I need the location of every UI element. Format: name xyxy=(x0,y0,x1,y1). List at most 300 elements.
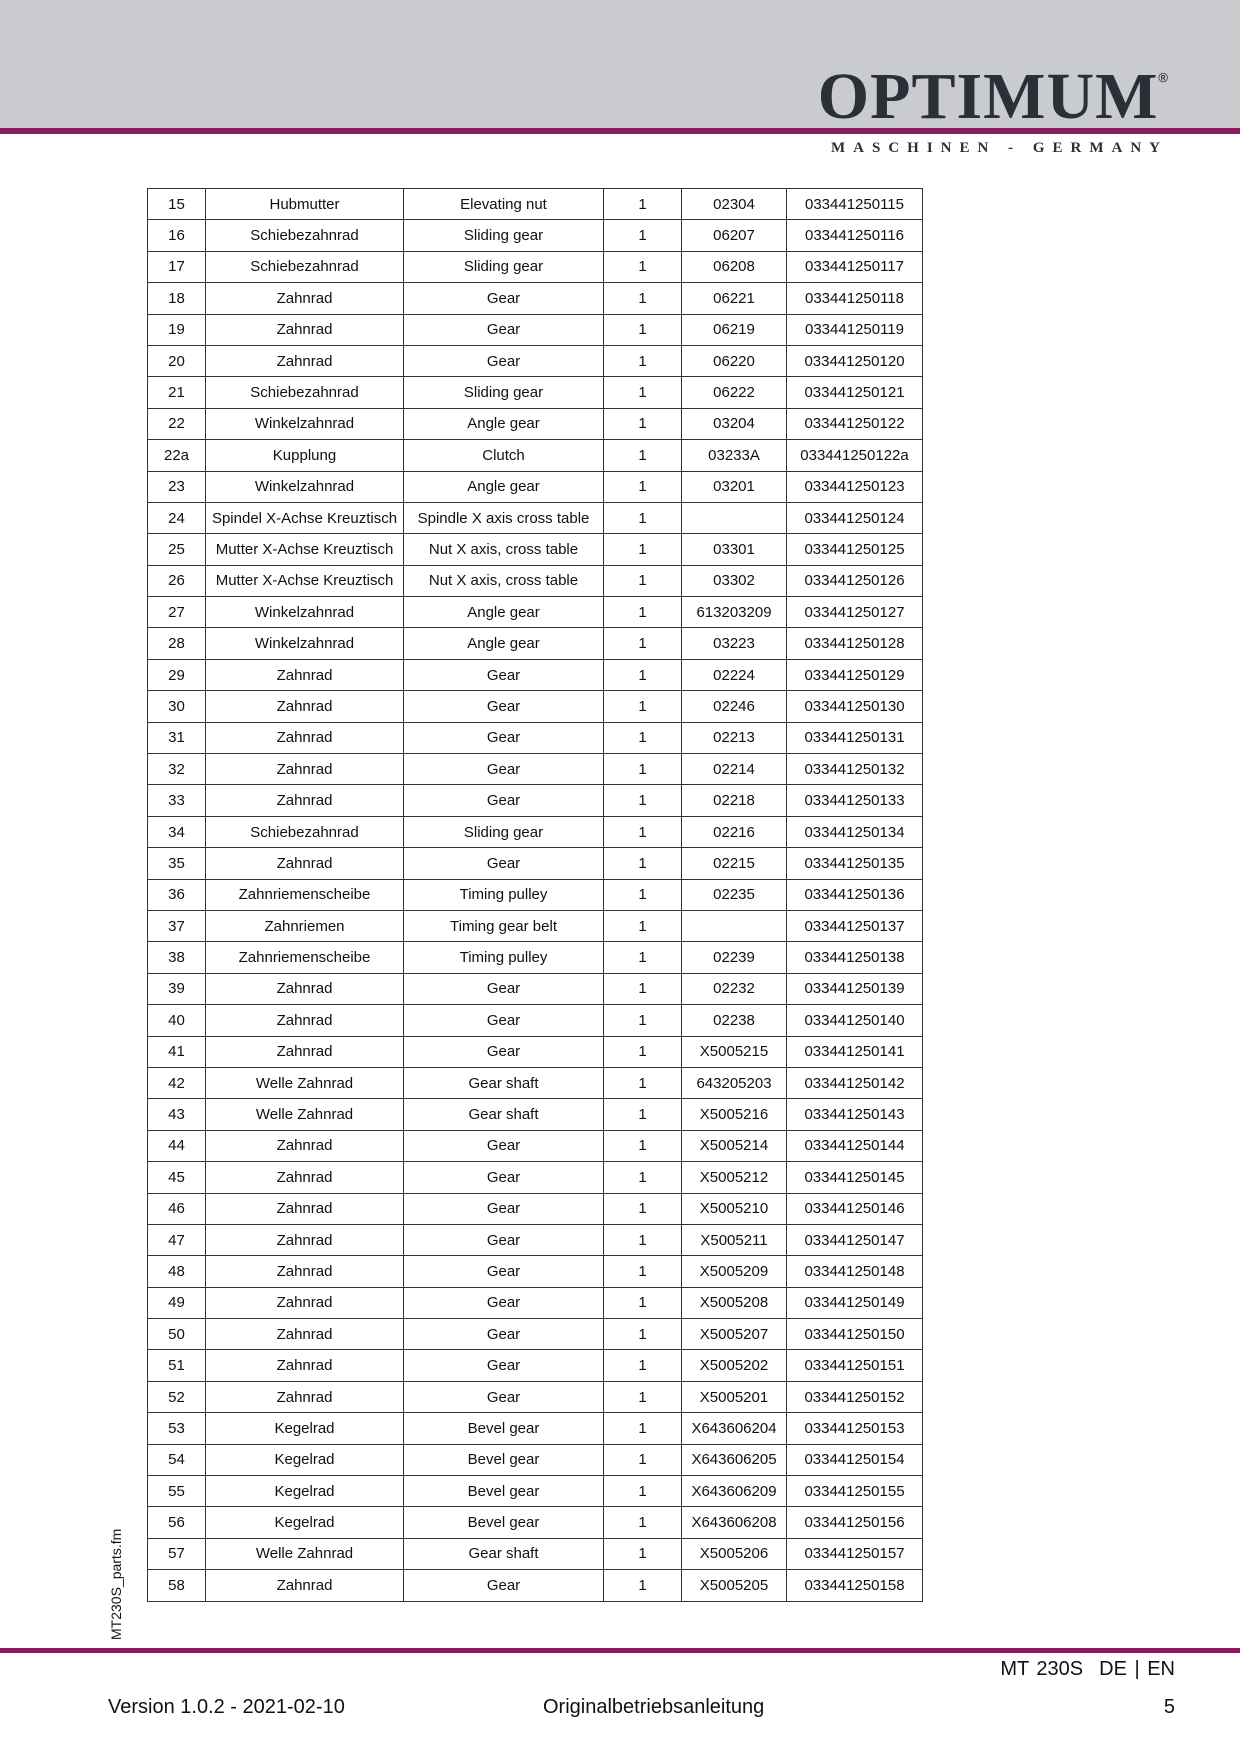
size-cell: X5005216 xyxy=(682,1099,787,1130)
article-number-cell: 033441250147 xyxy=(787,1224,923,1255)
table-row xyxy=(148,314,923,345)
english-name-cell: Gear xyxy=(404,848,604,879)
german-name-cell: Zahnrad xyxy=(206,1319,404,1350)
quantity-cell: 1 xyxy=(604,1036,682,1067)
article-number-cell: 033441250149 xyxy=(787,1287,923,1318)
quantity-cell: 1 xyxy=(604,1256,682,1287)
english-name-cell: Gear xyxy=(404,1381,604,1412)
german-name-cell: Zahnrad xyxy=(206,1193,404,1224)
table-row xyxy=(148,189,923,220)
quantity-cell: 1 xyxy=(604,1130,682,1161)
table-row xyxy=(148,1570,923,1601)
quantity-cell: 1 xyxy=(604,1319,682,1350)
quantity-cell: 1 xyxy=(604,597,682,628)
table-row xyxy=(148,722,923,753)
document-title: Originalbetriebsanleitung xyxy=(543,1696,765,1718)
english-name-cell: Gear xyxy=(404,659,604,690)
english-name-cell: Clutch xyxy=(404,440,604,471)
german-name-cell: Zahnrad xyxy=(206,691,404,722)
size-cell: 06208 xyxy=(682,251,787,282)
english-name-cell: Gear xyxy=(404,722,604,753)
position-cell: 45 xyxy=(148,1162,206,1193)
english-name-cell: Gear shaft xyxy=(404,1067,604,1098)
optimum-logo xyxy=(817,60,1168,133)
quantity-cell: 1 xyxy=(604,910,682,941)
german-name-cell: Zahnrad xyxy=(206,283,404,314)
english-name-cell: Nut X axis, cross table xyxy=(404,565,604,596)
size-cell: X5005206 xyxy=(682,1538,787,1569)
quantity-cell: 1 xyxy=(604,1507,682,1538)
english-name-cell: Bevel gear xyxy=(404,1444,604,1475)
position-cell: 29 xyxy=(148,659,206,690)
german-name-cell: Zahnrad xyxy=(206,785,404,816)
english-name-cell: Gear xyxy=(404,1130,604,1161)
file-name-label: MT230S_parts.fm xyxy=(108,1528,124,1640)
size-cell: X5005211 xyxy=(682,1224,787,1255)
position-cell: 34 xyxy=(148,816,206,847)
quantity-cell: 1 xyxy=(604,1570,682,1601)
article-number-cell: 033441250135 xyxy=(787,848,923,879)
quantity-cell: 1 xyxy=(604,942,682,973)
size-cell: X5005214 xyxy=(682,1130,787,1161)
position-cell: 22a xyxy=(148,440,206,471)
table-row xyxy=(148,848,923,879)
english-name-cell: Gear xyxy=(404,1224,604,1255)
table-row xyxy=(148,377,923,408)
size-cell: 02232 xyxy=(682,973,787,1004)
article-number-cell: 033441250134 xyxy=(787,816,923,847)
english-name-cell: Timing pulley xyxy=(404,879,604,910)
german-name-cell: Winkelzahnrad xyxy=(206,628,404,659)
article-number-cell: 033441250148 xyxy=(787,1256,923,1287)
size-cell: 02218 xyxy=(682,785,787,816)
article-number-cell: 033441250122a xyxy=(787,440,923,471)
english-name-cell: Gear xyxy=(404,973,604,1004)
english-name-cell: Angle gear xyxy=(404,597,604,628)
position-cell: 51 xyxy=(148,1350,206,1381)
size-cell: X5005205 xyxy=(682,1570,787,1601)
table-row xyxy=(148,1381,923,1412)
german-name-cell: Zahnrad xyxy=(206,1162,404,1193)
parts-table-body xyxy=(148,189,923,1602)
model-name: MT 230S xyxy=(1000,1658,1084,1680)
size-cell: X643606204 xyxy=(682,1413,787,1444)
article-number-cell: 033441250140 xyxy=(787,1005,923,1036)
table-row xyxy=(148,1130,923,1161)
german-name-cell: Schiebezahnrad xyxy=(206,377,404,408)
position-cell: 30 xyxy=(148,691,206,722)
german-name-cell: Welle Zahnrad xyxy=(206,1538,404,1569)
article-number-cell: 033441250138 xyxy=(787,942,923,973)
size-cell: X643606205 xyxy=(682,1444,787,1475)
table-row xyxy=(148,1319,923,1350)
size-cell: 02214 xyxy=(682,754,787,785)
article-number-cell: 033441250116 xyxy=(787,220,923,251)
position-cell: 24 xyxy=(148,502,206,533)
quantity-cell: 1 xyxy=(604,722,682,753)
position-cell: 16 xyxy=(148,220,206,251)
english-name-cell: Gear xyxy=(404,283,604,314)
german-name-cell: Mutter X-Achse Kreuztisch xyxy=(206,534,404,565)
article-number-cell: 033441250145 xyxy=(787,1162,923,1193)
size-cell: X5005212 xyxy=(682,1162,787,1193)
quantity-cell: 1 xyxy=(604,1067,682,1098)
german-name-cell: Schiebezahnrad xyxy=(206,220,404,251)
size-cell: X643606208 xyxy=(682,1507,787,1538)
logo-wordmark: OPTIMUM xyxy=(817,60,1159,133)
position-cell: 42 xyxy=(148,1067,206,1098)
english-name-cell: Gear xyxy=(404,1350,604,1381)
position-cell: 47 xyxy=(148,1224,206,1255)
german-name-cell: Kegelrad xyxy=(206,1444,404,1475)
german-name-cell: Zahnriemenscheibe xyxy=(206,942,404,973)
position-cell: 17 xyxy=(148,251,206,282)
english-name-cell: Gear xyxy=(404,691,604,722)
position-cell: 21 xyxy=(148,377,206,408)
article-number-cell: 033441250126 xyxy=(787,565,923,596)
article-number-cell: 033441250143 xyxy=(787,1099,923,1130)
table-row xyxy=(148,534,923,565)
table-row xyxy=(148,1224,923,1255)
table-row xyxy=(148,1538,923,1569)
table-row xyxy=(148,879,923,910)
quantity-cell: 1 xyxy=(604,1413,682,1444)
english-name-cell: Gear xyxy=(404,1287,604,1318)
position-cell: 19 xyxy=(148,314,206,345)
table-row xyxy=(148,565,923,596)
german-name-cell: Zahnrad xyxy=(206,1130,404,1161)
article-number-cell: 033441250144 xyxy=(787,1130,923,1161)
english-name-cell: Gear xyxy=(404,1005,604,1036)
german-name-cell: Zahnrad xyxy=(206,1005,404,1036)
english-name-cell: Nut X axis, cross table xyxy=(404,534,604,565)
article-number-cell: 033441250128 xyxy=(787,628,923,659)
quantity-cell: 1 xyxy=(604,1381,682,1412)
english-name-cell: Timing gear belt xyxy=(404,910,604,941)
size-cell: 02235 xyxy=(682,879,787,910)
quantity-cell: 1 xyxy=(604,471,682,502)
quantity-cell: 1 xyxy=(604,1162,682,1193)
english-name-cell: Gear xyxy=(404,1036,604,1067)
english-name-cell: Elevating nut xyxy=(404,189,604,220)
german-name-cell: Zahnrad xyxy=(206,1350,404,1381)
article-number-cell: 033441250123 xyxy=(787,471,923,502)
article-number-cell: 033441250139 xyxy=(787,973,923,1004)
position-cell: 33 xyxy=(148,785,206,816)
position-cell: 23 xyxy=(148,471,206,502)
size-cell: 643205203 xyxy=(682,1067,787,1098)
table-row xyxy=(148,1256,923,1287)
german-name-cell: Welle Zahnrad xyxy=(206,1099,404,1130)
size-cell: 02246 xyxy=(682,691,787,722)
size-cell: 03201 xyxy=(682,471,787,502)
article-number-cell: 033441250137 xyxy=(787,910,923,941)
position-cell: 40 xyxy=(148,1005,206,1036)
size-cell: 03223 xyxy=(682,628,787,659)
german-name-cell: Zahnriemenscheibe xyxy=(206,879,404,910)
size-cell: 613203209 xyxy=(682,597,787,628)
article-number-cell: 033441250127 xyxy=(787,597,923,628)
position-cell: 39 xyxy=(148,973,206,1004)
quantity-cell: 1 xyxy=(604,345,682,376)
table-row xyxy=(148,942,923,973)
table-row xyxy=(148,597,923,628)
position-cell: 43 xyxy=(148,1099,206,1130)
quantity-cell: 1 xyxy=(604,314,682,345)
german-name-cell: Zahnrad xyxy=(206,1570,404,1601)
footer-rule xyxy=(0,1648,1240,1653)
quantity-cell: 1 xyxy=(604,251,682,282)
table-row xyxy=(148,1444,923,1475)
german-name-cell: Mutter X-Achse Kreuztisch xyxy=(206,565,404,596)
german-name-cell: Spindel X-Achse Kreuztisch xyxy=(206,502,404,533)
size-cell xyxy=(682,910,787,941)
size-cell: 02213 xyxy=(682,722,787,753)
quantity-cell: 1 xyxy=(604,848,682,879)
table-row xyxy=(148,816,923,847)
position-cell: 26 xyxy=(148,565,206,596)
size-cell: X5005208 xyxy=(682,1287,787,1318)
position-cell: 38 xyxy=(148,942,206,973)
table-row xyxy=(148,283,923,314)
german-name-cell: Kupplung xyxy=(206,440,404,471)
position-cell: 27 xyxy=(148,597,206,628)
english-name-cell: Angle gear xyxy=(404,408,604,439)
table-row xyxy=(148,251,923,282)
position-cell: 55 xyxy=(148,1476,206,1507)
german-name-cell: Zahnrad xyxy=(206,973,404,1004)
article-number-cell: 033441250152 xyxy=(787,1381,923,1412)
position-cell: 37 xyxy=(148,910,206,941)
german-name-cell: Zahnriemen xyxy=(206,910,404,941)
german-name-cell: Zahnrad xyxy=(206,754,404,785)
position-cell: 15 xyxy=(148,189,206,220)
quantity-cell: 1 xyxy=(604,189,682,220)
german-name-cell: Schiebezahnrad xyxy=(206,251,404,282)
english-name-cell: Gear shaft xyxy=(404,1099,604,1130)
english-name-cell: Gear xyxy=(404,754,604,785)
table-row xyxy=(148,440,923,471)
table-row xyxy=(148,345,923,376)
quantity-cell: 1 xyxy=(604,408,682,439)
table-row xyxy=(148,1067,923,1098)
size-cell: X5005210 xyxy=(682,1193,787,1224)
position-cell: 57 xyxy=(148,1538,206,1569)
table-row xyxy=(148,1162,923,1193)
article-number-cell: 033441250151 xyxy=(787,1350,923,1381)
english-name-cell: Spindle X axis cross table xyxy=(404,502,604,533)
german-name-cell: Zahnrad xyxy=(206,1287,404,1318)
position-cell: 44 xyxy=(148,1130,206,1161)
size-cell: 03233A xyxy=(682,440,787,471)
article-number-cell: 033441250124 xyxy=(787,502,923,533)
size-cell: 02238 xyxy=(682,1005,787,1036)
page-number: 5 xyxy=(1163,1696,1175,1718)
quantity-cell: 1 xyxy=(604,628,682,659)
table-row xyxy=(148,1099,923,1130)
english-name-cell: Gear xyxy=(404,785,604,816)
size-cell: 02239 xyxy=(682,942,787,973)
table-row xyxy=(148,691,923,722)
parts-table xyxy=(147,188,923,1602)
table-row xyxy=(148,1036,923,1067)
position-cell: 25 xyxy=(148,534,206,565)
table-row xyxy=(148,910,923,941)
german-name-cell: Welle Zahnrad xyxy=(206,1067,404,1098)
quantity-cell: 1 xyxy=(604,283,682,314)
english-name-cell: Gear xyxy=(404,345,604,376)
size-cell: 02216 xyxy=(682,816,787,847)
quantity-cell: 1 xyxy=(604,691,682,722)
article-number-cell: 033441250136 xyxy=(787,879,923,910)
article-number-cell: 033441250115 xyxy=(787,189,923,220)
position-cell: 58 xyxy=(148,1570,206,1601)
size-cell: 03301 xyxy=(682,534,787,565)
quantity-cell: 1 xyxy=(604,1476,682,1507)
article-number-cell: 033441250142 xyxy=(787,1067,923,1098)
english-name-cell: Sliding gear xyxy=(404,377,604,408)
position-cell: 50 xyxy=(148,1319,206,1350)
position-cell: 53 xyxy=(148,1413,206,1444)
position-cell: 32 xyxy=(148,754,206,785)
english-name-cell: Sliding gear xyxy=(404,220,604,251)
size-cell: 06219 xyxy=(682,314,787,345)
article-number-cell: 033441250158 xyxy=(787,1570,923,1601)
english-name-cell: Gear xyxy=(404,1319,604,1350)
quantity-cell: 1 xyxy=(604,816,682,847)
quantity-cell: 1 xyxy=(604,565,682,596)
article-number-cell: 033441250146 xyxy=(787,1193,923,1224)
german-name-cell: Kegelrad xyxy=(206,1476,404,1507)
german-name-cell: Zahnrad xyxy=(206,1256,404,1287)
article-number-cell: 033441250121 xyxy=(787,377,923,408)
position-cell: 46 xyxy=(148,1193,206,1224)
article-number-cell: 033441250117 xyxy=(787,251,923,282)
article-number-cell: 033441250122 xyxy=(787,408,923,439)
article-number-cell: 033441250118 xyxy=(787,283,923,314)
table-row xyxy=(148,1005,923,1036)
position-cell: 54 xyxy=(148,1444,206,1475)
english-name-cell: Gear xyxy=(404,1193,604,1224)
size-cell: 03302 xyxy=(682,565,787,596)
size-cell: X5005209 xyxy=(682,1256,787,1287)
table-row xyxy=(148,1350,923,1381)
size-cell: 02215 xyxy=(682,848,787,879)
quantity-cell: 1 xyxy=(604,1350,682,1381)
table-row xyxy=(148,408,923,439)
footer-model-info xyxy=(1000,1658,1175,1681)
size-cell: X5005201 xyxy=(682,1381,787,1412)
language-indicator: DE | EN xyxy=(1099,1658,1175,1680)
article-number-cell: 033441250155 xyxy=(787,1476,923,1507)
table-row xyxy=(148,628,923,659)
quantity-cell: 1 xyxy=(604,377,682,408)
german-name-cell: Kegelrad xyxy=(206,1413,404,1444)
position-cell: 48 xyxy=(148,1256,206,1287)
english-name-cell: Gear xyxy=(404,1256,604,1287)
german-name-cell: Schiebezahnrad xyxy=(206,816,404,847)
quantity-cell: 1 xyxy=(604,1444,682,1475)
position-cell: 28 xyxy=(148,628,206,659)
article-number-cell: 033441250131 xyxy=(787,722,923,753)
size-cell: 06207 xyxy=(682,220,787,251)
german-name-cell: Zahnrad xyxy=(206,722,404,753)
size-cell: 02224 xyxy=(682,659,787,690)
size-cell: 06220 xyxy=(682,345,787,376)
table-row xyxy=(148,754,923,785)
table-row xyxy=(148,973,923,1004)
article-number-cell: 033441250119 xyxy=(787,314,923,345)
article-number-cell: 033441250120 xyxy=(787,345,923,376)
english-name-cell: Gear xyxy=(404,314,604,345)
size-cell: X5005207 xyxy=(682,1319,787,1350)
german-name-cell: Zahnrad xyxy=(206,848,404,879)
english-name-cell: Bevel gear xyxy=(404,1413,604,1444)
article-number-cell: 033441250156 xyxy=(787,1507,923,1538)
size-cell: X5005215 xyxy=(682,1036,787,1067)
position-cell: 52 xyxy=(148,1381,206,1412)
size-cell: 02304 xyxy=(682,189,787,220)
article-number-cell: 033441250157 xyxy=(787,1538,923,1569)
article-number-cell: 033441250129 xyxy=(787,659,923,690)
table-row xyxy=(148,1507,923,1538)
english-name-cell: Bevel gear xyxy=(404,1507,604,1538)
quantity-cell: 1 xyxy=(604,1099,682,1130)
table-row xyxy=(148,659,923,690)
quantity-cell: 1 xyxy=(604,220,682,251)
article-number-cell: 033441250125 xyxy=(787,534,923,565)
article-number-cell: 033441250141 xyxy=(787,1036,923,1067)
german-name-cell: Zahnrad xyxy=(206,1036,404,1067)
size-cell: 06221 xyxy=(682,283,787,314)
english-name-cell: Gear xyxy=(404,1162,604,1193)
size-cell: X5005202 xyxy=(682,1350,787,1381)
english-name-cell: Bevel gear xyxy=(404,1476,604,1507)
quantity-cell: 1 xyxy=(604,440,682,471)
german-name-cell: Zahnrad xyxy=(206,659,404,690)
german-name-cell: Winkelzahnrad xyxy=(206,408,404,439)
article-number-cell: 033441250133 xyxy=(787,785,923,816)
german-name-cell: Zahnrad xyxy=(206,314,404,345)
quantity-cell: 1 xyxy=(604,1005,682,1036)
size-cell: 06222 xyxy=(682,377,787,408)
english-name-cell: Timing pulley xyxy=(404,942,604,973)
quantity-cell: 1 xyxy=(604,1224,682,1255)
quantity-cell: 1 xyxy=(604,785,682,816)
german-name-cell: Winkelzahnrad xyxy=(206,471,404,502)
logo-tagline: MASCHINEN - GERMANY xyxy=(831,140,1168,156)
quantity-cell: 1 xyxy=(604,879,682,910)
table-row xyxy=(148,785,923,816)
english-name-cell: Sliding gear xyxy=(404,251,604,282)
german-name-cell: Hubmutter xyxy=(206,189,404,220)
quantity-cell: 1 xyxy=(604,534,682,565)
quantity-cell: 1 xyxy=(604,1538,682,1569)
german-name-cell: Winkelzahnrad xyxy=(206,597,404,628)
quantity-cell: 1 xyxy=(604,754,682,785)
article-number-cell: 033441250153 xyxy=(787,1413,923,1444)
article-number-cell: 033441250130 xyxy=(787,691,923,722)
quantity-cell: 1 xyxy=(604,1193,682,1224)
size-cell: X643606209 xyxy=(682,1476,787,1507)
table-row xyxy=(148,471,923,502)
position-cell: 56 xyxy=(148,1507,206,1538)
english-name-cell: Angle gear xyxy=(404,628,604,659)
german-name-cell: Zahnrad xyxy=(206,1381,404,1412)
quantity-cell: 1 xyxy=(604,502,682,533)
article-number-cell: 033441250150 xyxy=(787,1319,923,1350)
position-cell: 49 xyxy=(148,1287,206,1318)
